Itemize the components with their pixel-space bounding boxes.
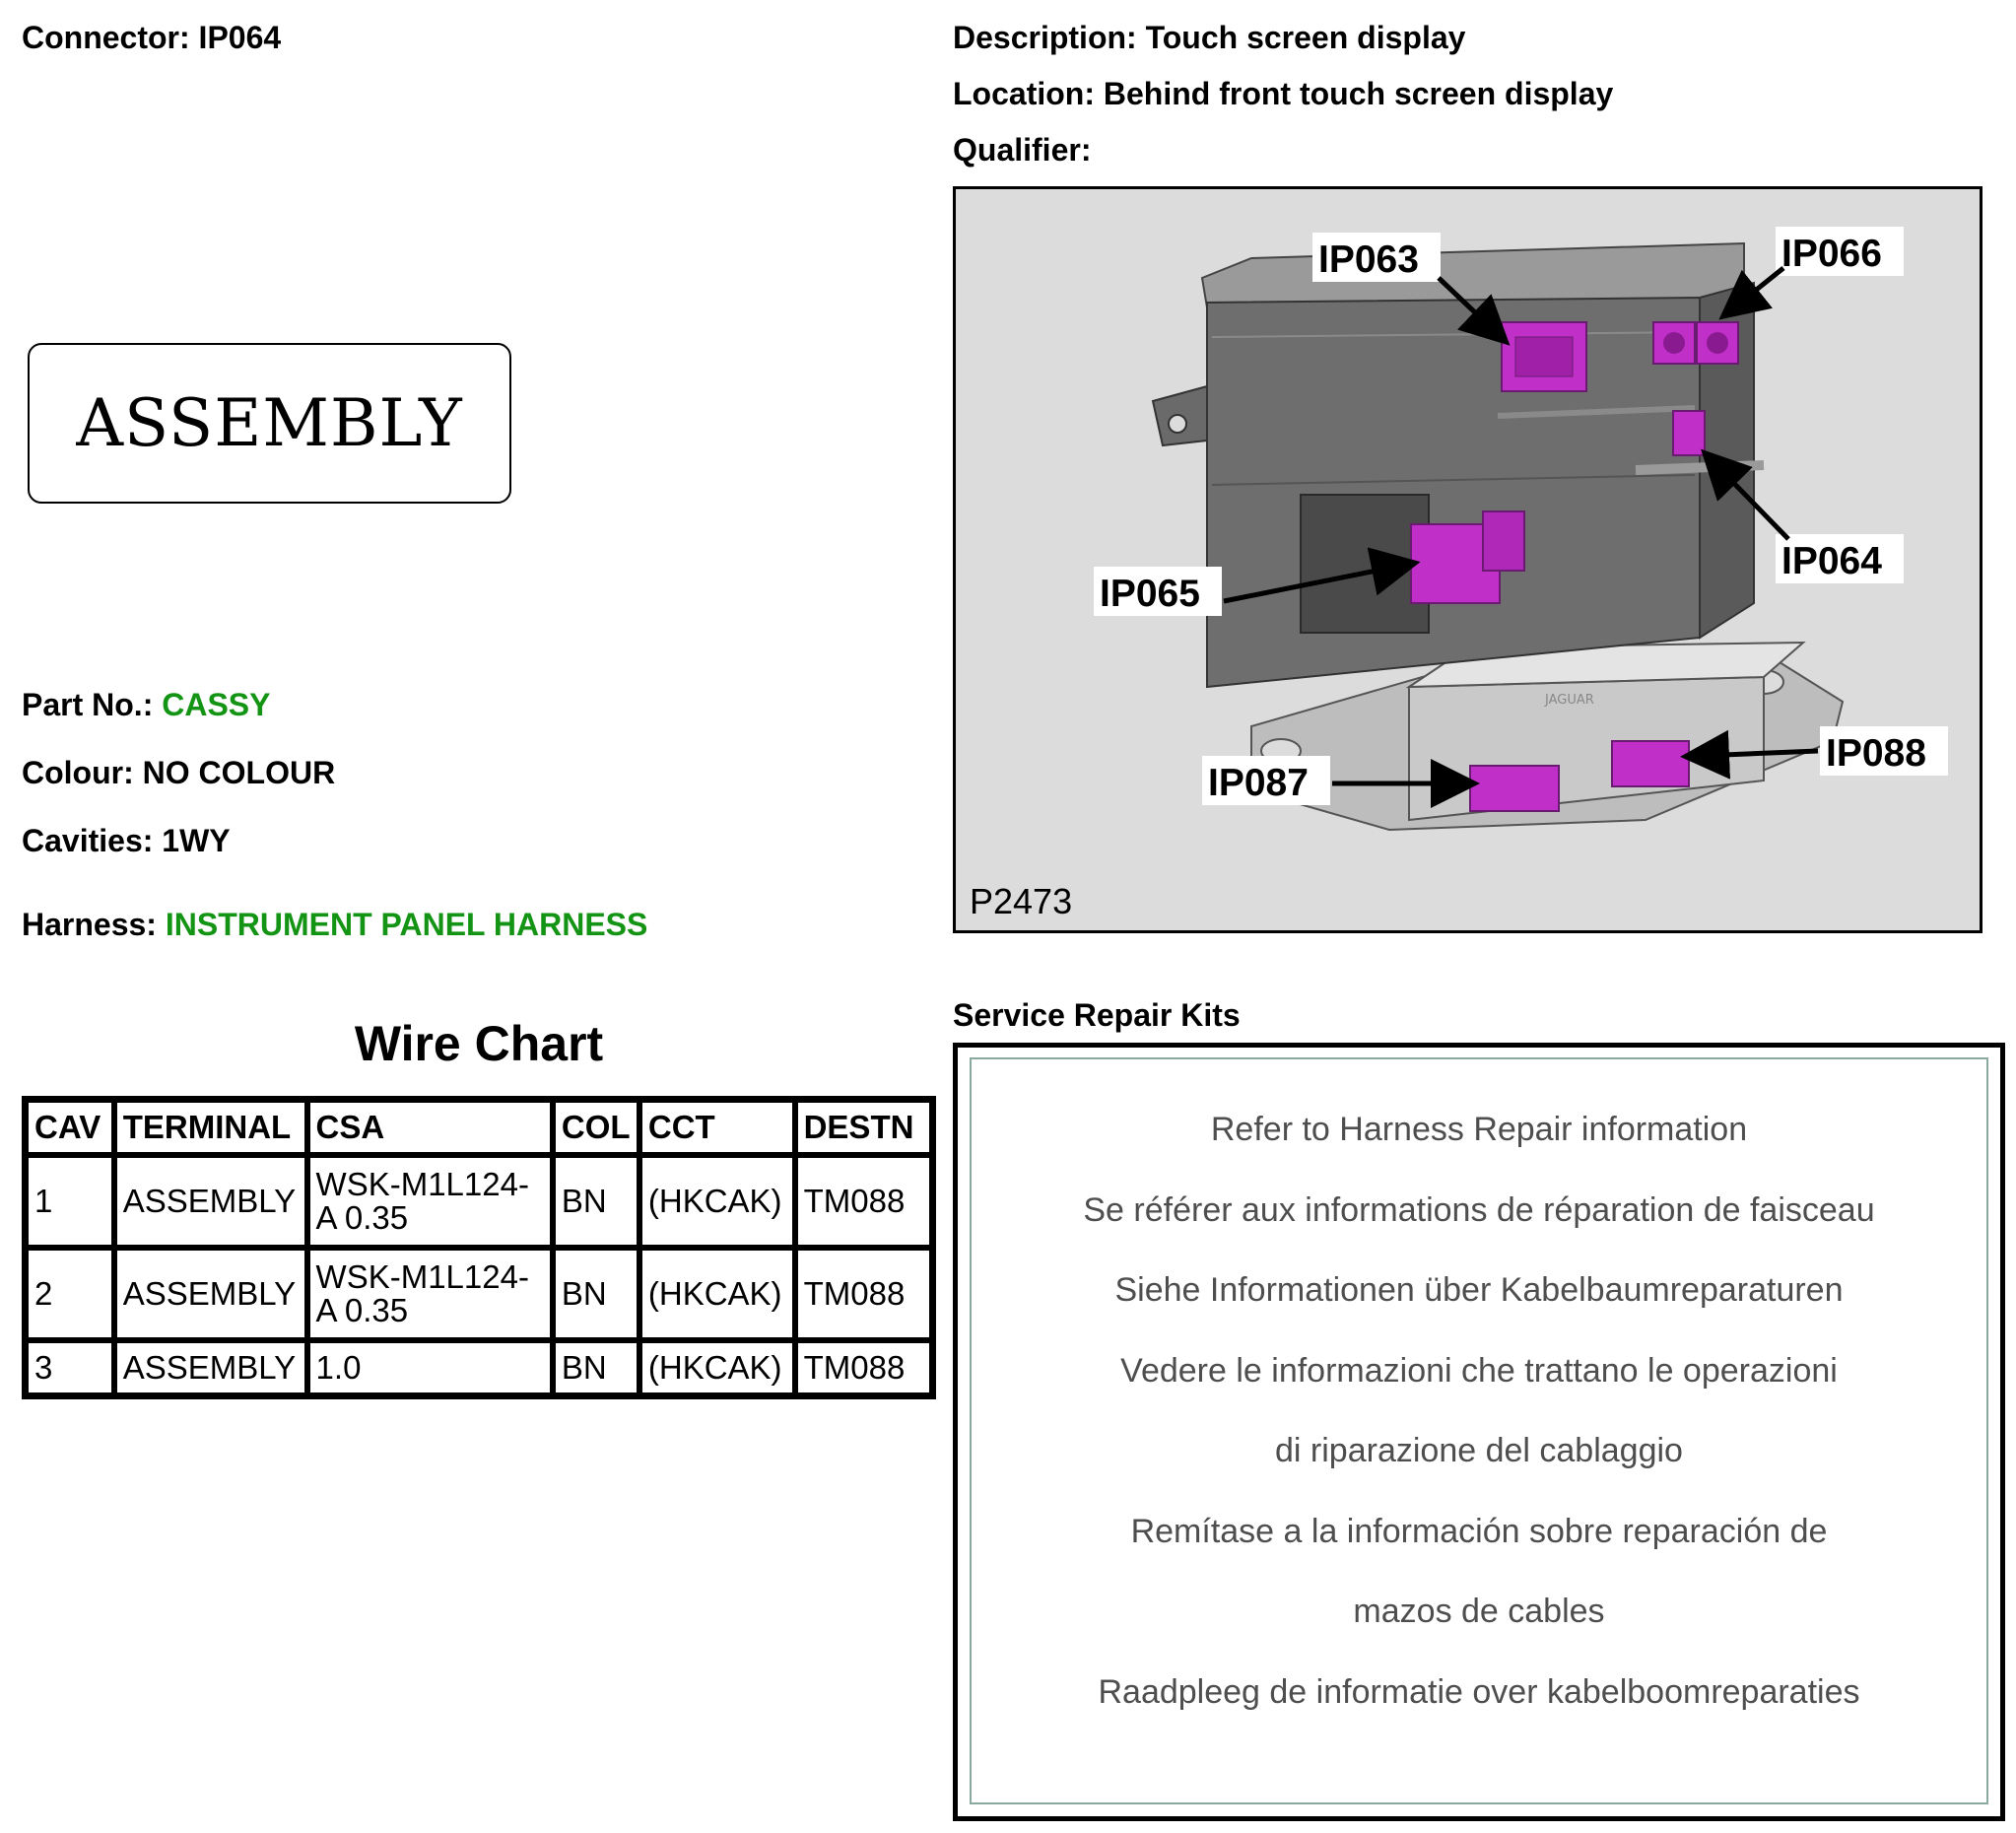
csa-line-2: A 0.35 [315, 1199, 409, 1236]
location-field [953, 76, 1613, 112]
col-cell: BN [553, 1340, 639, 1395]
location-diagram [953, 186, 1982, 933]
kit-line-de: Siehe Informationen über Kabelbaumreparaturen [1114, 1271, 1844, 1309]
kit-line-nl: Raadpleeg de informatie over kabelboomreparaties [1098, 1672, 1860, 1711]
callout-ip088: IP088 [1826, 732, 1926, 775]
connector-field [22, 20, 281, 56]
destn-cell: TM088 [795, 1155, 932, 1248]
col-cell: BN [553, 1155, 639, 1248]
connector-ip088[interactable] [1612, 741, 1689, 786]
colour-label: Colour: [22, 755, 134, 790]
cct-cell: (HKCAK) [639, 1340, 795, 1395]
col-cell: BN [553, 1248, 639, 1340]
callout-ip065: IP065 [1100, 573, 1200, 615]
column-header-cct: CCT [639, 1100, 795, 1155]
connector-ip087[interactable] [1470, 766, 1559, 811]
assembly-graphic: ASSEMBLY [28, 343, 511, 504]
callout-ip087: IP087 [1208, 762, 1309, 804]
table-row [26, 1248, 932, 1340]
svg-text:JAGUAR: JAGUAR [1545, 693, 1594, 708]
qualifier-label: Qualifier: [953, 132, 1092, 168]
column-header-cav: CAV [26, 1100, 114, 1155]
cav-cell: 1 [26, 1155, 114, 1248]
terminal-cell: ASSEMBLY [114, 1340, 307, 1395]
callout-ip066: IP066 [1781, 233, 1882, 275]
terminal-cell: ASSEMBLY [114, 1248, 307, 1340]
csa-cell [307, 1155, 553, 1248]
cav-cell: 3 [26, 1340, 114, 1395]
service-repair-kits-title: Service Repair Kits [953, 997, 1241, 1033]
column-header-csa: CSA [307, 1100, 553, 1155]
qualifier-field [953, 132, 1091, 169]
module-illustration [956, 189, 1980, 930]
csa-cell [307, 1248, 553, 1340]
location-label: Location: [953, 76, 1095, 111]
harness-field [22, 907, 647, 943]
callout-ip064: IP064 [1781, 540, 1882, 582]
service-repair-kits-content [970, 1057, 1988, 1804]
connector-ip066[interactable] [1653, 322, 1738, 364]
table-row [26, 1340, 932, 1395]
connector-ip064[interactable] [1673, 411, 1705, 455]
cav-cell: 2 [26, 1248, 114, 1340]
wire-chart-title: Wire Chart [354, 1016, 604, 1071]
column-header-terminal: TERMINAL [114, 1100, 307, 1155]
harness-value[interactable]: INSTRUMENT PANEL HARNESS [165, 907, 648, 942]
cavities-value: 1WY [162, 823, 231, 858]
connector-value: IP064 [198, 20, 282, 55]
cct-cell: (HKCAK) [639, 1155, 795, 1248]
destn-cell: TM088 [795, 1248, 932, 1340]
part-no-value[interactable]: CASSY [162, 687, 271, 722]
harness-label: Harness: [22, 907, 157, 942]
colour-field [22, 755, 335, 791]
display-housing [1153, 243, 1764, 687]
cct-cell: (HKCAK) [639, 1248, 795, 1340]
callout-ip063: IP063 [1318, 238, 1419, 281]
kit-line-es-1: Remítase a la información sobre reparación de [1130, 1512, 1828, 1550]
column-header-destn: DESTN [795, 1100, 932, 1155]
lower-module [1409, 643, 1803, 820]
part-no-label: Part No.: [22, 687, 154, 722]
kit-line-en: Refer to Harness Repair information [1210, 1111, 1748, 1148]
kit-line-fr: Se référer aux informations de réparation de faisceau [1083, 1190, 1875, 1229]
connector-label: Connector: [22, 20, 190, 55]
csa-cell: 1.0 [307, 1340, 553, 1395]
wire-chart-table [22, 1096, 936, 1399]
csa-line-2: A 0.35 [315, 1292, 409, 1328]
cavities-label: Cavities: [22, 823, 154, 858]
destn-cell: TM088 [795, 1340, 932, 1395]
kit-line-it-2: di riparazione del cablaggio [1275, 1432, 1683, 1469]
figure-code: P2473 [970, 881, 1073, 921]
kit-line-it-1: Vedere le informazioni che trattano le operazioni [1120, 1351, 1838, 1390]
part-no-field [22, 687, 270, 723]
description-field [953, 20, 1465, 56]
column-header-col: COL [553, 1100, 639, 1155]
connector-ip063[interactable] [1502, 322, 1586, 391]
table-row [26, 1155, 932, 1248]
wire-chart-header-row [26, 1100, 932, 1155]
colour-value: NO COLOUR [142, 755, 336, 790]
description-label: Description: [953, 20, 1137, 55]
kit-line-es-2: mazos de cables [1353, 1593, 1605, 1630]
csa-line-1: WSK-M1L124- [315, 1166, 529, 1202]
csa-line-1: WSK-M1L124- [315, 1258, 529, 1295]
location-value: Behind front touch screen display [1103, 76, 1614, 111]
description-value: Touch screen display [1145, 20, 1466, 55]
cavities-field [22, 823, 231, 859]
service-repair-kits-panel [953, 1043, 2005, 1821]
terminal-cell: ASSEMBLY [114, 1155, 307, 1248]
